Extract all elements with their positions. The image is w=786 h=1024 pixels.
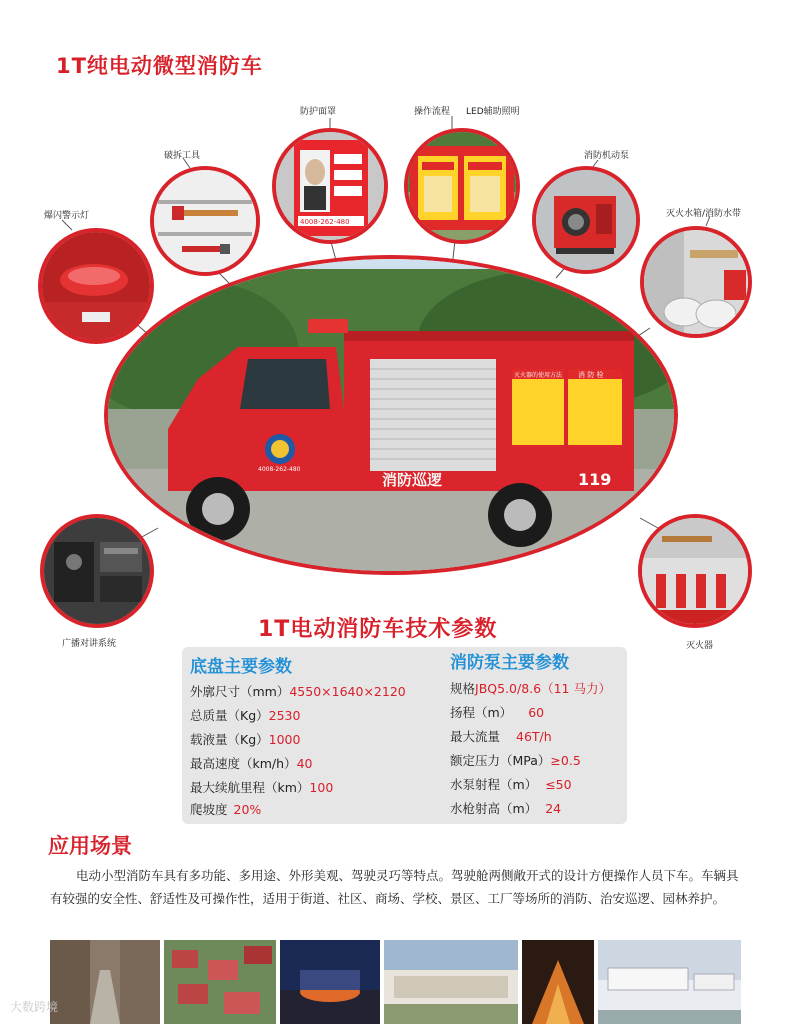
hose-photo (640, 226, 752, 338)
truck-badge-phone: 4008-262-480 (258, 466, 301, 473)
scene-photo-mall (280, 940, 380, 1024)
mask-photo (272, 128, 388, 244)
chassis-row (190, 754, 312, 772)
row-value: 100 (309, 780, 334, 795)
pump-row (450, 751, 581, 769)
chassis-heading: 底盘主要参数 (190, 657, 292, 677)
scene-photo-factory (598, 940, 741, 1024)
application-heading: 应用场景 (48, 834, 132, 858)
truck-panel-title-left: 灭火器的使用方法 (514, 372, 563, 379)
row-label: 外廓尺寸（mm） (190, 684, 290, 699)
truck-photo (104, 255, 678, 575)
callout-label-radio: 广播对讲系统 (62, 639, 117, 649)
callout-label-tools: 破拆工具 (164, 151, 201, 161)
beacon-photo (38, 228, 154, 344)
row-label: 载液量（Kg） (190, 732, 269, 747)
flow-photo (404, 128, 520, 244)
truck-panel-title-right: 消 防 栓 (578, 371, 604, 379)
chassis-row (190, 730, 300, 748)
tools-photo (150, 166, 260, 276)
row-value: JBQ5.0/8.6（11 马力） (475, 681, 611, 696)
pump-row (450, 727, 552, 745)
pump-photo (532, 166, 640, 274)
row-value: 4550×1640×2120 (289, 684, 406, 699)
row-label: 最大续航里程（km） (190, 780, 310, 795)
application-text: 电动小型消防车具有多功能、多用途、外形美观、驾驶灵巧等特点。驾驶舱两侧敞开式的设计方便操作人员下车。车辆具有较强的安全性、舒适性及可操作性，适用于街道、社区、商场、学校、景区、工厂等场所的消防、治安巡逻、园林养护。 (50, 868, 739, 906)
row-value: 60 (528, 705, 545, 720)
callout-label-beacon: 爆闪警示灯 (44, 211, 90, 221)
scene-photo-community (164, 940, 276, 1024)
callout-label-flow: 操作流程 (414, 107, 451, 117)
truck-number: 119 (578, 470, 612, 489)
row-label: 水泵射程（m） (450, 777, 538, 792)
callout-label-pump: 消防机动泵 (584, 151, 630, 161)
row-value: 24 (545, 801, 562, 816)
extinguisher-photo (638, 514, 752, 628)
row-value: 1000 (268, 732, 301, 747)
mask-phone-text: 4008-262-480 (300, 218, 350, 226)
row-value: 20% (233, 802, 262, 817)
row-label: 最大流量 (450, 729, 501, 744)
watermark: 大数跨境 (10, 1000, 59, 1014)
pump-row (450, 799, 561, 817)
pump-row (450, 679, 611, 697)
pump-row (450, 703, 544, 721)
scene-thumbnails (50, 940, 741, 1024)
scene-photo-street (50, 940, 160, 1024)
row-value: ≥0.5 (550, 753, 581, 768)
row-value: 46T/h (516, 729, 552, 744)
row-label: 扬程（m） (450, 705, 513, 720)
chassis-row (190, 682, 406, 700)
chassis-row (190, 706, 300, 724)
row-value: 2530 (268, 708, 301, 723)
row-label: 额定压力（MPa） (450, 753, 551, 768)
truck-door-text: 消防巡逻 (382, 471, 443, 489)
row-value: 40 (296, 756, 313, 771)
callout-label-mask: 防护面罩 (300, 107, 337, 117)
row-label: 最高速度（km/h） (190, 756, 297, 771)
row-label: 规格 (450, 681, 476, 696)
scene-photo-school (384, 940, 518, 1024)
page-title: 1T纯电动微型消防车 (56, 54, 263, 78)
row-label: 总质量（Kg） (190, 708, 269, 723)
pump-heading: 消防泵主要参数 (450, 653, 569, 673)
callout-label-hose: 灭火水箱/消防水带 (666, 209, 742, 219)
spec-title: 1T电动消防车技术参数 (258, 617, 498, 642)
chassis-row (190, 800, 261, 818)
chassis-row (190, 778, 333, 796)
pump-row (450, 775, 572, 793)
callout-label-extinguisher: 灭火器 (686, 641, 714, 651)
scene-photo-scenic (522, 940, 594, 1024)
row-value: ≤50 (545, 777, 572, 792)
radio-photo (40, 514, 154, 628)
callout-label-led: LED辅助照明 (466, 107, 520, 117)
row-label: 水枪射高（m） (450, 801, 538, 816)
row-label: 爬坡度 (190, 802, 228, 817)
